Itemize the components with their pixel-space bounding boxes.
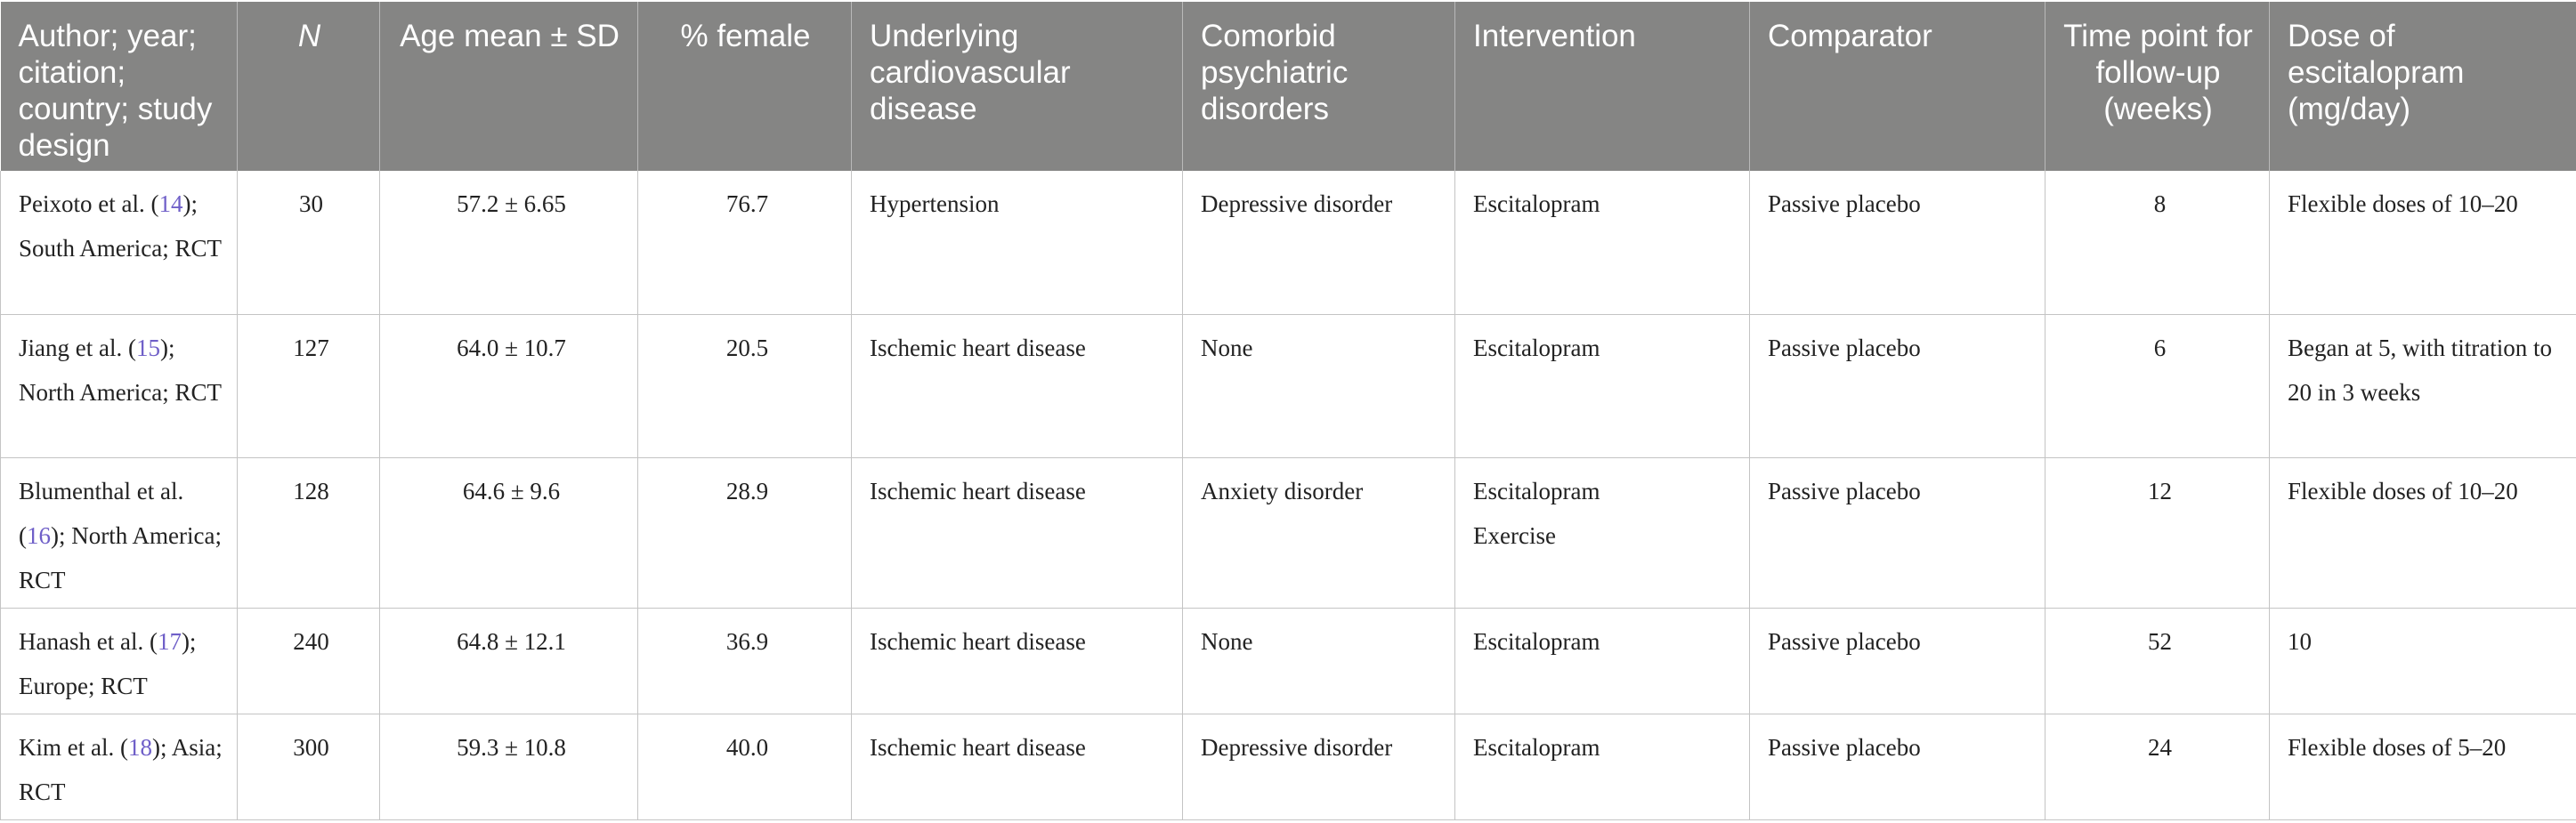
cell-cvd: Ischemic heart disease [852, 714, 1183, 819]
cell-dose: 10 [2270, 608, 2576, 714]
cell-n: 127 [238, 314, 380, 457]
cell-followup: 8 [2045, 171, 2270, 314]
study-author: Peixoto et al. ( [19, 190, 158, 217]
intervention-line: Escitalopram [1473, 619, 1737, 664]
cell-age: 59.3 ± 10.8 [380, 714, 638, 819]
cell-followup: 12 [2045, 457, 2270, 608]
citation-link[interactable]: 17 [158, 628, 182, 655]
cell-intervention [1455, 608, 1750, 714]
study-author: Blumenthal et al. ( [19, 478, 183, 549]
header-female: % female [638, 2, 852, 171]
cell-female: 36.9 [638, 608, 852, 714]
cell-comparator: Passive placebo [1750, 314, 2045, 457]
study-rest: ); North America; RCT [19, 522, 222, 593]
cell-intervention [1455, 314, 1750, 457]
cell-female: 28.9 [638, 457, 852, 608]
cell-age: 64.8 ± 12.1 [380, 608, 638, 714]
cell-dose: Began at 5, with titration to 20 in 3 weeks [2270, 314, 2576, 457]
cell-dose: Flexible doses of 10–20 [2270, 171, 2576, 314]
header-psych: Comorbid psychiatric disorders [1183, 2, 1455, 171]
cell-female: 40.0 [638, 714, 852, 819]
cell-study [1, 714, 238, 819]
table-body [1, 171, 2576, 819]
header-comparator: Comparator [1750, 2, 2045, 171]
intervention-line: Exercise [1473, 513, 1737, 558]
header-intervention: Intervention [1455, 2, 1750, 171]
intervention-line: Escitalopram [1473, 182, 1737, 226]
study-rest: ); North America; RCT [19, 335, 222, 406]
cell-age: 57.2 ± 6.65 [380, 171, 638, 314]
cell-study [1, 457, 238, 608]
cell-female: 20.5 [638, 314, 852, 457]
cell-psych: None [1183, 608, 1455, 714]
cell-cvd: Hypertension [852, 171, 1183, 314]
header-n: N [238, 2, 380, 171]
cell-female: 76.7 [638, 171, 852, 314]
cell-psych: Anxiety disorder [1183, 457, 1455, 608]
study-rest: ); Asia; RCT [19, 734, 223, 805]
cell-psych: None [1183, 314, 1455, 457]
header-cvd: Underlying cardiovascular disease [852, 2, 1183, 171]
header-age: Age mean ± SD [380, 2, 638, 171]
header-row [1, 2, 2576, 171]
table-row [1, 714, 2576, 819]
cell-study [1, 608, 238, 714]
header-followup: Time point for follow-up (weeks) [2045, 2, 2270, 171]
intervention-line: Escitalopram [1473, 469, 1737, 513]
cell-comparator: Passive placebo [1750, 714, 2045, 819]
intervention-line: Escitalopram [1473, 326, 1737, 370]
citation-link[interactable]: 15 [136, 335, 160, 361]
table-row [1, 457, 2576, 608]
cell-dose: Flexible doses of 5–20 [2270, 714, 2576, 819]
cell-age: 64.6 ± 9.6 [380, 457, 638, 608]
cell-intervention [1455, 171, 1750, 314]
citation-link[interactable]: 16 [27, 522, 51, 549]
table-row [1, 314, 2576, 457]
cell-dose: Flexible doses of 10–20 [2270, 457, 2576, 608]
table-header [1, 2, 2576, 171]
cell-followup: 24 [2045, 714, 2270, 819]
study-rest: ); South America; RCT [19, 190, 222, 262]
table-row [1, 171, 2576, 314]
study-author: Jiang et al. ( [19, 335, 136, 361]
cell-psych: Depressive disorder [1183, 714, 1455, 819]
table-row [1, 608, 2576, 714]
cell-study [1, 171, 238, 314]
cell-n: 30 [238, 171, 380, 314]
study-author: Kim et al. ( [19, 734, 128, 761]
cell-n: 128 [238, 457, 380, 608]
header-dose: Dose of escitalopram (mg/day) [2270, 2, 2576, 171]
study-characteristics-table [0, 2, 2576, 820]
cell-psych: Depressive disorder [1183, 171, 1455, 314]
cell-comparator: Passive placebo [1750, 171, 2045, 314]
cell-cvd: Ischemic heart disease [852, 457, 1183, 608]
cell-intervention [1455, 457, 1750, 608]
cell-followup: 52 [2045, 608, 2270, 714]
study-author: Hanash et al. ( [19, 628, 158, 655]
cell-study [1, 314, 238, 457]
intervention-line: Escitalopram [1473, 725, 1737, 770]
header-study: Author; year; citation; country; study design [1, 2, 238, 171]
citation-link[interactable]: 14 [158, 190, 182, 217]
cell-cvd: Ischemic heart disease [852, 608, 1183, 714]
cell-cvd: Ischemic heart disease [852, 314, 1183, 457]
study-rest: ); Europe; RCT [19, 628, 196, 699]
cell-intervention [1455, 714, 1750, 819]
cell-comparator: Passive placebo [1750, 608, 2045, 714]
cell-n: 240 [238, 608, 380, 714]
cell-comparator: Passive placebo [1750, 457, 2045, 608]
cell-age: 64.0 ± 10.7 [380, 314, 638, 457]
cell-followup: 6 [2045, 314, 2270, 457]
citation-link[interactable]: 18 [128, 734, 152, 761]
cell-n: 300 [238, 714, 380, 819]
